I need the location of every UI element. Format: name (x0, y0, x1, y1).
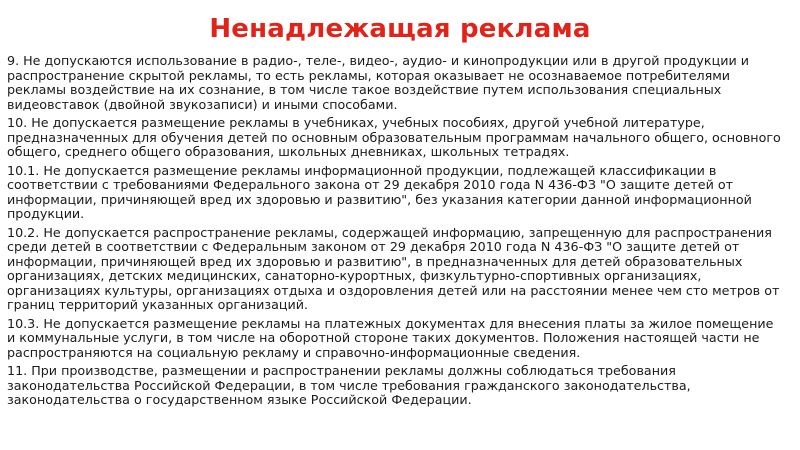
paragraph-10-2: 10.2. Не допускается распространение рекламы, содержащей информацию, запрещенную для распространения среди детей в соответствии с Федеральным законом от 29 декабря 2010 года N 436-ФЗ "О защите детей от информации, причиняющей вред их здоровью и развитию", в предназначенных для детей образовательных организациях, детских медицинских, санаторно-курортных, физкультурно-спортивных организациях, организациях культуры, организациях отдыха и оздоровления детей или на расстоянии менее чем сто метров от границ территорий указанных организаций. (7, 224, 780, 312)
paragraph-10-3: 10.3. Не допускается размещение рекламы на платежных документах для внесения платы за жилое помещение и коммунальные услуги, в том числе на оборотной стороне таких документов. Положения настоящей части не распространяются на социальную рекламу и справочно-информационные сведения. (7, 315, 774, 360)
slide-title: Ненадлежащая реклама (209, 14, 591, 44)
paragraph-11: 11. При производстве, размещении и распространении рекламы должны соблюдаться требования законодательства Российской Федерации, в том числе требования гражданского законодательства, законодательства о государственном языке Российской Федерации. (7, 363, 691, 407)
paragraph-10: 10. Не допускается размещение рекламы в учебниках, учебных пособиях, другой учебной литературе, предназначенных для обучения детей по основным образовательным программам начального общего, основного общего, среднего общего образования, школьных дневниках, школьных тетрадях. (7, 115, 781, 159)
paragraph-10-1: 10.1. Не допускается размещение рекламы информационной продукции, подлежащей классификации в соответствии с требованиями Федерального закона от 29 декабря 2010 года N 436-ФЗ "О защите детей от информации, причиняющей вред их здоровью и развитию", без указания категории данной информационной продукции. (7, 162, 752, 221)
slide-body (7, 54, 783, 412)
paragraph-9: 9. Не допускаются использование в радио-, теле-, видео-, аудио- и кинопродукции или в другой продукции и распространение скрытой рекламы, то есть рекламы, которая оказывает не осознаваемое потребителями рекламы воздействие на их сознание, в том числе такое воздействие путем использования специальных видеовставок (двойной звукозаписи) и иными способами. (7, 53, 749, 112)
